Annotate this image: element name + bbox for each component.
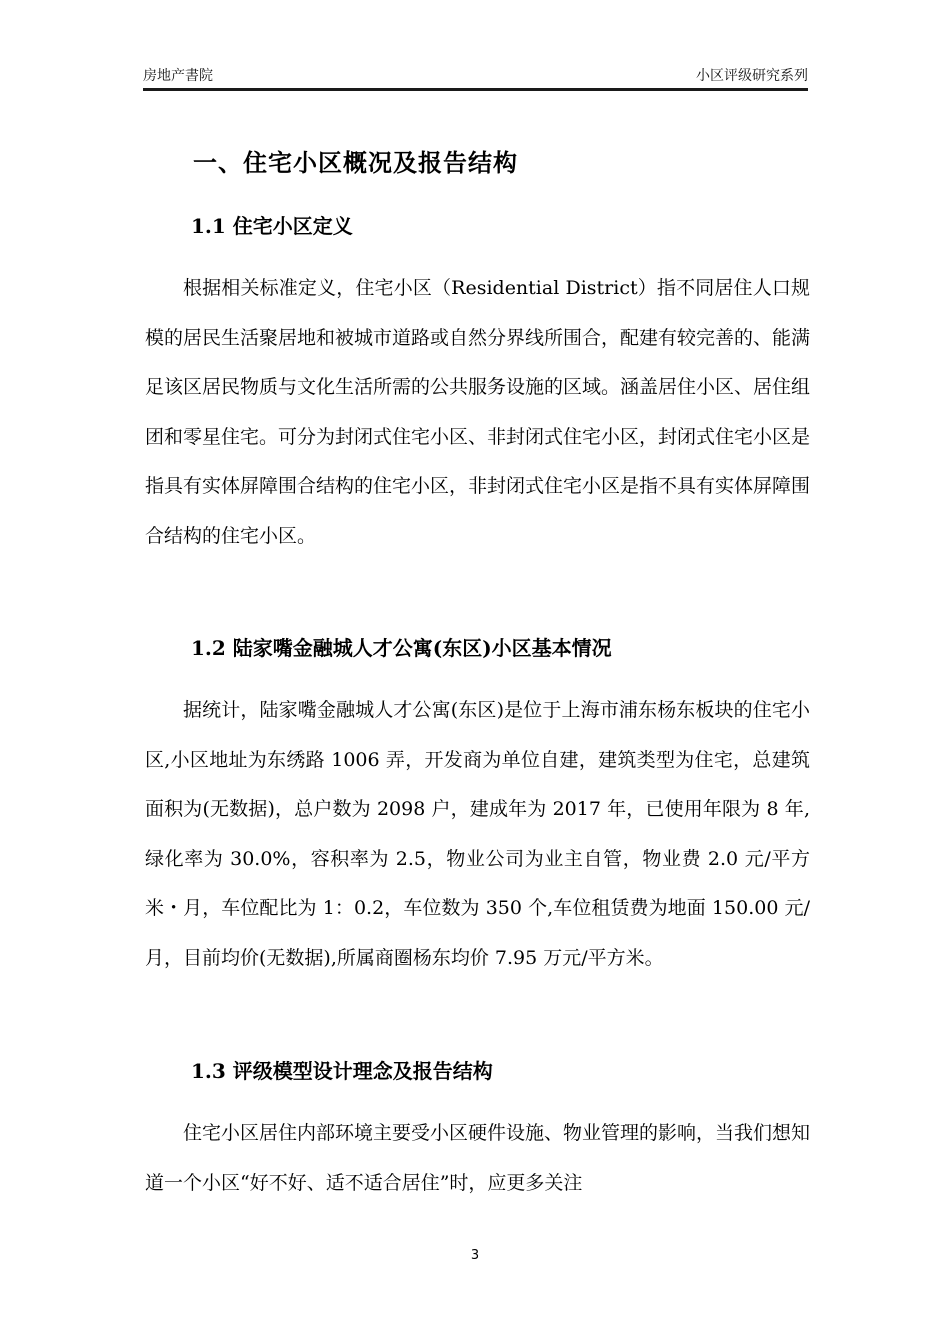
page-header [143, 66, 808, 88]
subsection-title-1-2: 1.2 陆家嘴金融城人才公寓(东区)小区基本情况 [191, 636, 612, 660]
page-number: 3 [470, 1248, 480, 1263]
section-title: 一、住宅小区概况及报告结构 [193, 148, 518, 177]
paragraph-definition: 根据相关标准定义，住宅小区（Residential District）指不同居住人口规模的居民生活聚居地和被城市道路或自然分界线所围合，配建有较完善的、能满足该区居民物质与文化生活所需的公共服务设施的区域。涵盖居住小区、居住组团和零星住宅。可分为封闭式住宅小区、非封闭式住宅小区，封闭式住宅小区是指具有实体屏障围合结构的住宅小区，非封闭式住宅小区是指不具有实体屏障围合结构的住宅小区。 [145, 277, 811, 547]
paragraph-basic-info: 据统计，陆家嘴金融城人才公寓(东区)是位于上海市浦东杨东板块的住宅小区,小区地址为东绣路 1006 弄，开发商为单位自建，建筑类型为住宅，总建筑面积为(无数据)，总户数为 2098 户，建成年为 2017 年，已使用年限为 8 年,绿化率为 30.0%，容积率为 2.5，物业公司为业主自管，物业费 2.0 元/平方米・月，车位配比为 1：0.2，车位数为 350 个,车位租赁费为地面 150.00 元/月，目前均价(无数据),所属商圈杨东均价 7.95 万元/平方米。 [145, 699, 810, 969]
header-publisher: 房地产書院 [143, 68, 213, 84]
header-series: 小区评级研究系列 [696, 68, 808, 84]
subsection-title-1-1: 1.1 住宅小区定义 [191, 214, 353, 238]
paragraph-model-design: 住宅小区居住内部环境主要受小区硬件设施、物业管理的影响，当我们想知道一个小区“好不好、适不适合居住”时，应更多关注 [145, 1122, 811, 1194]
subsection-title-1-3: 1.3 评级模型设计理念及报告结构 [191, 1059, 493, 1083]
header-divider [143, 88, 808, 91]
